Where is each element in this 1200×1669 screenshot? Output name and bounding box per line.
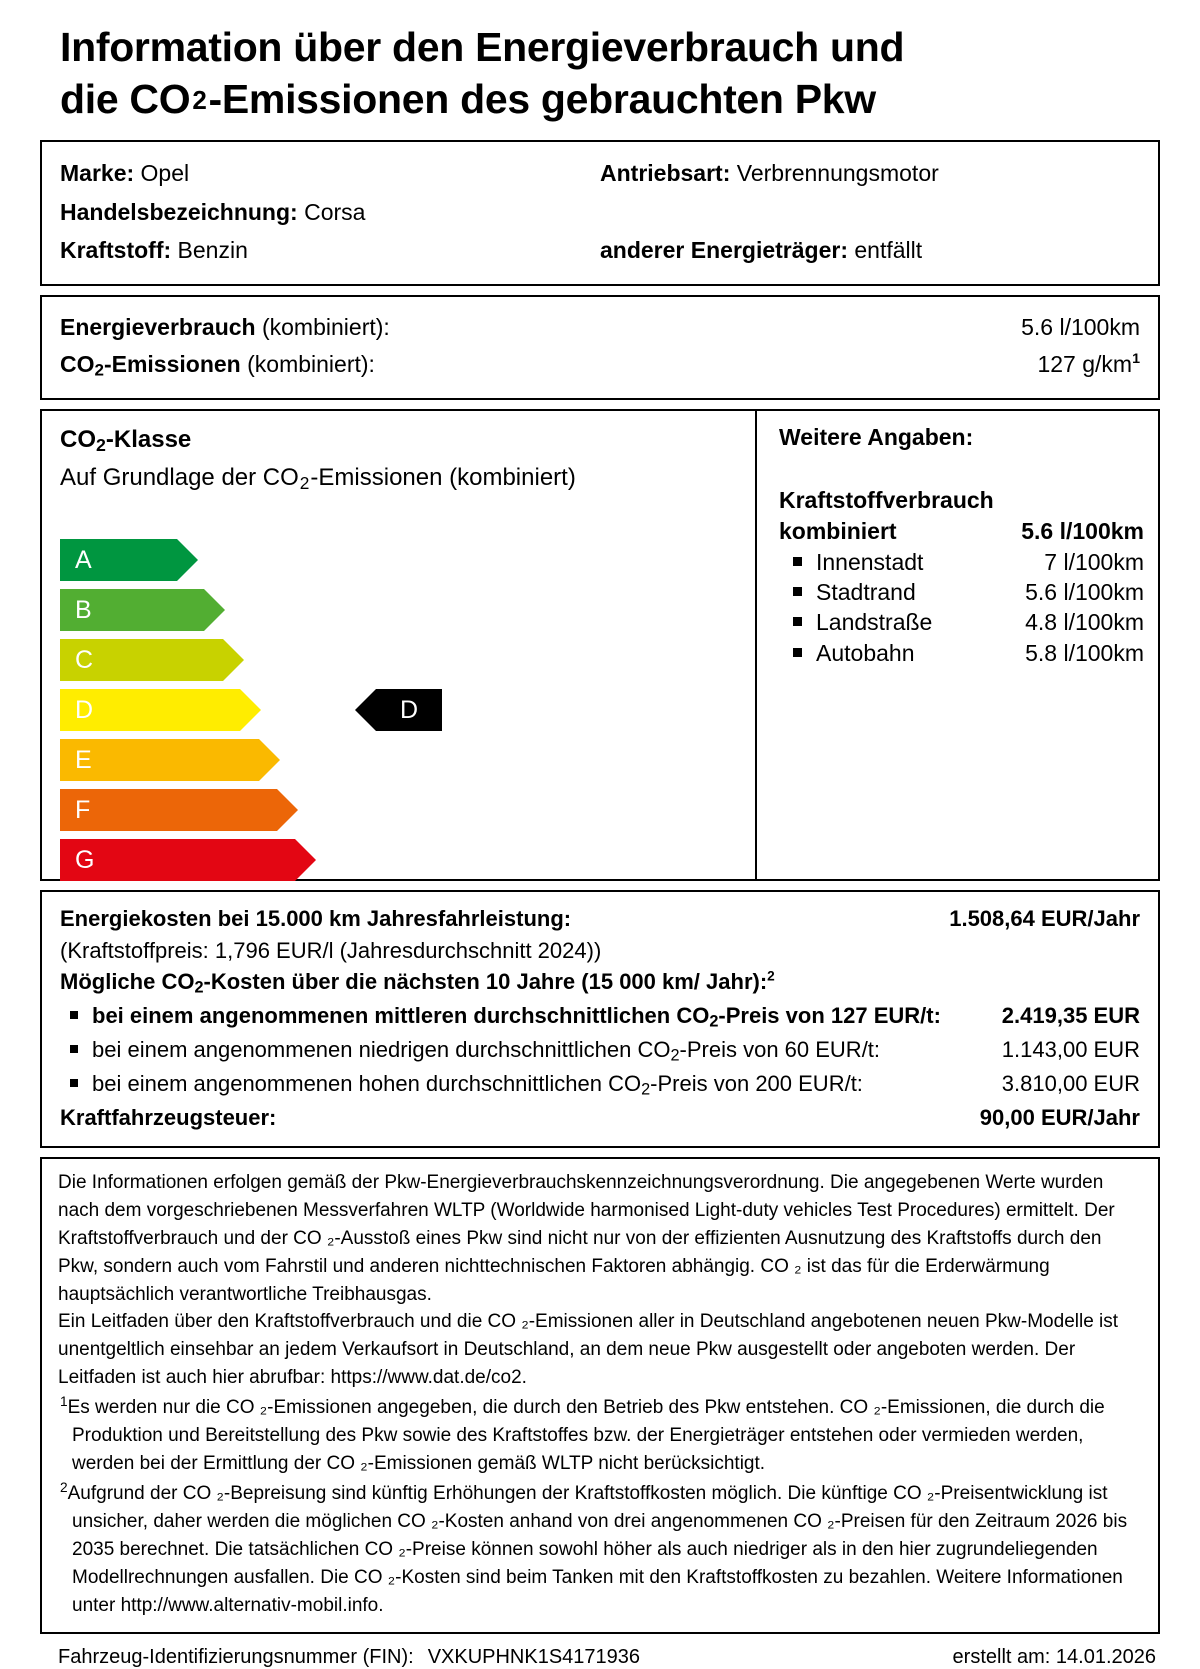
vehicle-marke-row <box>60 154 600 192</box>
co2-class-bar-scale <box>60 539 740 889</box>
co2-class-heading-b: -Klasse <box>105 426 192 454</box>
co2-class-box <box>40 409 1160 881</box>
bullet-square-icon <box>70 1045 78 1053</box>
fuel-consumption-item <box>779 607 1144 637</box>
fuel-consumption-item-label: Autobahn <box>816 639 915 666</box>
fuel-consumption-item-label: Landstraße <box>816 609 933 636</box>
energy-consumption-label <box>60 309 390 346</box>
co2-price-scenario-value: 3.810,00 EUR <box>1001 1071 1140 1097</box>
possible-co2-cost-heading <box>60 966 1140 1000</box>
co2-class-bar-label-c: C <box>75 645 94 674</box>
co2-class-heading <box>60 423 755 459</box>
co2-emissions-value <box>1037 346 1140 383</box>
fuel-consumption-item-value: 4.8 l/100km <box>1025 609 1144 636</box>
fuel-consumption-combined-label: kombiniert <box>779 517 897 544</box>
energy-consumption-value: 5.6 l/100km <box>1021 313 1140 340</box>
co2-class-bar-shape-f <box>60 789 277 831</box>
vehicle-marke-label: Marke: <box>60 160 135 187</box>
co2-class-subheading-subscript: 2 <box>299 473 310 494</box>
co2-emissions-row <box>60 346 1140 384</box>
legal-footnote-1-marker: 1 <box>60 1394 68 1410</box>
energy-cost-box <box>40 890 1160 1148</box>
page-title-line1: Information über den Energieverbrauch und <box>60 24 905 70</box>
fuel-consumption-item-label: Stadtrand <box>816 578 916 605</box>
energy-cost-row <box>60 903 1140 934</box>
co2-emissions-label-bold2: -Emissionen <box>103 350 241 377</box>
vehicle-marke-value: Opel <box>140 160 190 187</box>
co2-class-bar-shape-a <box>60 539 177 581</box>
co2-price-scenario-value: 2.419,35 EUR <box>1001 1002 1140 1028</box>
co2-class-subheading-a: Auf Grundlage der CO <box>60 463 299 491</box>
co2-class-bar-label-b: B <box>75 595 92 624</box>
co2-class-scale-panel <box>42 411 755 879</box>
co2-price-scenario-row <box>60 1068 1140 1102</box>
vin-value: VXKUPHNK1S4171936 <box>427 1645 641 1668</box>
co2-emissions-number: 127 g/km <box>1037 350 1133 377</box>
legal-footnote-2-text: Aufgrund der CO ₂-Bepreisung sind künftig Erhöhungen der Kraftstoffkosten möglich. Die künftige CO ₂-Preisentwicklung ist unsicher, daher werden die möglichen CO ₂-Kosten anhand von drei angenommenen CO ₂-Preisen für den Zeitraum 2026 bis 2035 berechnet. Die tatsächlichen CO ₂-Preise können sowohl höher als auch niedriger als in den hier zugrundeliegenden Modellrechnungen ausfallen. Die CO ₂-Kosten sind beim Tanken mit den Kraftstoffkosten zu bezahlen. Weitere Informationen unter http://www.alternativ-mobil.info. <box>67 1483 1128 1616</box>
co2-class-bar-b <box>60 589 740 631</box>
co2-emissions-label <box>60 346 375 384</box>
vehicle-kraftstoff-label: Kraftstoff: <box>60 237 172 264</box>
fuel-consumption-combined-row <box>779 516 1144 547</box>
fuel-price-note: (Kraftstoffpreis: 1,796 EUR/l (Jahresdurchschnitt 2024)) <box>60 937 602 963</box>
possible-co2-cost-heading-subscript: 2 <box>194 978 204 997</box>
co2-class-bar-c <box>60 639 740 681</box>
energy-consumption-label-bold: Energieverbrauch <box>60 313 256 340</box>
co2-class-bar-label-f: F <box>75 795 91 824</box>
vehicle-anderer-energietraeger-row <box>600 231 1140 269</box>
vehicle-info-right-column <box>600 154 1140 269</box>
co2-price-scenario-text: bei einem angenommenen mittleren durchschnittlichen $CO_2$-Preis von 127 EUR/t: <box>92 1002 941 1031</box>
vehicle-anderer-energietraeger-label: anderer Energieträger: <box>600 237 848 264</box>
co2-class-subheading <box>60 459 755 497</box>
bullet-square-icon <box>70 1011 78 1019</box>
vehicle-kraftstoff-row <box>60 231 600 269</box>
co2-price-scenario-row <box>60 1034 1140 1068</box>
co2-class-bar-shape-b <box>60 589 204 631</box>
legal-footnote-2-marker: 2 <box>60 1480 68 1496</box>
fuel-consumption-item <box>779 577 1144 607</box>
vehicle-antriebsart-value: Verbrennungsmotor <box>736 160 939 187</box>
co2-class-bar-a <box>60 539 740 581</box>
possible-co2-cost-footnote-marker: 2 <box>767 968 775 984</box>
legal-footnote-1 <box>58 1392 1142 1478</box>
fuel-consumption-heading: Kraftstoffverbrauch <box>779 486 994 513</box>
energy-consumption-row <box>60 309 1140 346</box>
vehicle-info-box <box>40 140 1160 285</box>
bullet-square-icon <box>793 557 802 566</box>
possible-co2-cost-heading-a: Mögliche CO <box>60 968 195 994</box>
co2-price-scenario-row <box>60 1000 1140 1034</box>
co2-emissions-label-rest: (kombiniert): <box>240 350 375 377</box>
legal-paragraph-2: Ein Leitfaden über den Kraftstoffverbrauch und die CO ₂-Emissionen aller in Deutschland angebotenen neuen Pkw-Modelle ist unentgeltlich einsehbar an jedem Verkaufsort in Deutschland, an dem neue Pkw ausgestellt oder angeboten werden. Der Leitfaden ist auch hier abrufbar: https://www.dat.de/co2. <box>58 1311 1119 1389</box>
co2-class-bar-label-e: E <box>75 745 92 774</box>
fuel-consumption-item-value: 7 l/100km <box>1044 548 1144 575</box>
co2-class-bar-d <box>60 689 740 731</box>
page-title-line2a: die CO <box>60 75 191 122</box>
fuel-consumption-item-value: 5.6 l/100km <box>1025 578 1144 605</box>
fuel-consumption-item-list <box>779 547 1144 668</box>
vehicle-antriebsart-label: Antriebsart: <box>600 160 731 187</box>
energy-consumption-label-rest: (kombiniert): <box>255 313 390 340</box>
vehicle-tax-value: 90,00 EUR/Jahr <box>979 1105 1140 1131</box>
vehicle-antriebsart-row <box>600 154 1140 192</box>
vehicle-kraftstoff-value: Benzin <box>177 237 248 264</box>
co2-class-heading-subscript: 2 <box>96 434 106 455</box>
bullet-square-icon <box>793 587 802 596</box>
vehicle-tax-label: Kraftfahrzeugsteuer: <box>60 1105 277 1131</box>
vehicle-tax-row <box>60 1102 1140 1133</box>
vehicle-spacer-row <box>600 193 1140 231</box>
co2-class-subheading-b: -Emissionen (kombiniert) <box>310 463 576 491</box>
co2-class-bar-shape-d <box>60 689 240 731</box>
legal-footnote-2 <box>58 1478 1142 1620</box>
additional-info-panel <box>755 411 1158 879</box>
co2-class-bar-label-g: G <box>75 845 95 874</box>
co2-price-scenario-value: 1.143,00 EUR <box>1001 1037 1140 1063</box>
vehicle-info-left-column <box>60 154 600 269</box>
vehicle-handelsbezeichnung-row <box>60 193 600 231</box>
fuel-consumption-item <box>779 638 1144 668</box>
creation-date: erstellt am: 14.01.2026 <box>952 1645 1156 1668</box>
co2-price-scenario-list <box>60 1000 1140 1103</box>
energy-cost-label: Energiekosten bei 15.000 km Jahresfahrleistung: <box>60 906 572 932</box>
co2-class-bar-label-a: A <box>75 545 92 574</box>
page-title <box>40 0 1150 131</box>
vehicle-handelsbezeichnung-label: Handelsbezeichnung: <box>60 198 298 225</box>
page-title-co2-subscript: 2 <box>192 84 207 115</box>
co2-emissions-subscript: 2 <box>94 360 104 380</box>
vehicle-handelsbezeichnung-value: Corsa <box>304 198 366 225</box>
bullet-square-icon <box>70 1079 78 1087</box>
bullet-square-icon <box>793 648 802 657</box>
legal-notice-box <box>40 1157 1160 1634</box>
co2-class-bar-f <box>60 789 740 831</box>
legal-footnote-1-text: Es werden nur die CO ₂-Emissionen angegeben, die durch den Betrieb des Pkw entstehen. CO ₂-Emissionen, die durch die Produktion und Bereitstellung des Pkw sowie des Kraftstoffes bzw. der Energieträger entstehen oder vermieden werden, werden bei der Ermittlung der CO ₂-Emissionen gemäß WLTP nicht berücksichtigt. <box>67 1397 1105 1475</box>
co2-class-bar-shape-c <box>60 639 223 681</box>
co2-class-bar-shape-e <box>60 739 259 781</box>
fuel-consumption-item-label: Innenstadt <box>816 548 924 575</box>
legal-paragraph-1: Die Informationen erfolgen gemäß der Pkw-Energieverbrauchskennzeichnungsverordnung. Die angegebenen Werte wurden nach dem vorgeschriebenen Messverfahren WLTP (Worldwide harmonised Light-duty vehicles Test Procedures) ermittelt. Der Kraftstoffverbrauch und der CO ₂-Ausstoß eines Pkw sind nicht nur von der effizienten Ausnutzung des Kraftstoffs durch den Pkw, sondern auch vom Fahrstil und anderen nichttechnischen Faktoren abhängig. CO ₂ ist das für die Erderwärmung hauptsächlich verantwortliche Treibhausgas. <box>58 1171 1115 1305</box>
co2-price-scenario-text: bei einem angenommenen niedrigen durchschnittlichen $CO_2$-Preis von 60 EUR/t: <box>92 1037 881 1065</box>
additional-info-heading: Weitere Angaben: <box>779 424 974 451</box>
fuel-consumption-item <box>779 547 1144 577</box>
co2-price-scenario-text: bei einem angenommenen hohen durchschnittlichen $CO_2$-Preis von 200 EUR/t: <box>92 1071 863 1099</box>
document-footer <box>40 1634 1160 1669</box>
co2-class-bar-g <box>60 839 740 881</box>
co2-emissions-label-bold: CO <box>60 350 95 377</box>
vehicle-anderer-energietraeger-value: entfällt <box>854 237 923 264</box>
co2-class-bar-e <box>60 739 740 781</box>
co2-class-heading-a: CO <box>60 426 96 454</box>
possible-co2-cost-heading-b: -Kosten über die nächsten 10 Jahre (15 000 km/ Jahr): <box>203 968 768 994</box>
vin-block <box>58 1646 640 1669</box>
energy-cost-value: 1.508,64 EUR/Jahr <box>949 906 1140 932</box>
co2-class-bar-label-d: D <box>75 695 94 724</box>
fuel-consumption-item-value: 5.8 l/100km <box>1025 639 1144 666</box>
consumption-summary-box <box>40 295 1160 401</box>
co2-class-selected-marker: D <box>376 689 442 731</box>
page-title-line2b: -Emissionen des gebrauchten Pkw <box>208 75 876 122</box>
co2-class-bar-shape-g <box>60 839 295 881</box>
fuel-consumption-combined-value: 5.6 l/100km <box>1021 517 1144 544</box>
vin-label: Fahrzeug-Identifizierungsnummer (FIN): <box>58 1645 414 1668</box>
co2-emissions-footnote-marker: 1 <box>1132 350 1140 367</box>
bullet-square-icon <box>793 617 802 626</box>
